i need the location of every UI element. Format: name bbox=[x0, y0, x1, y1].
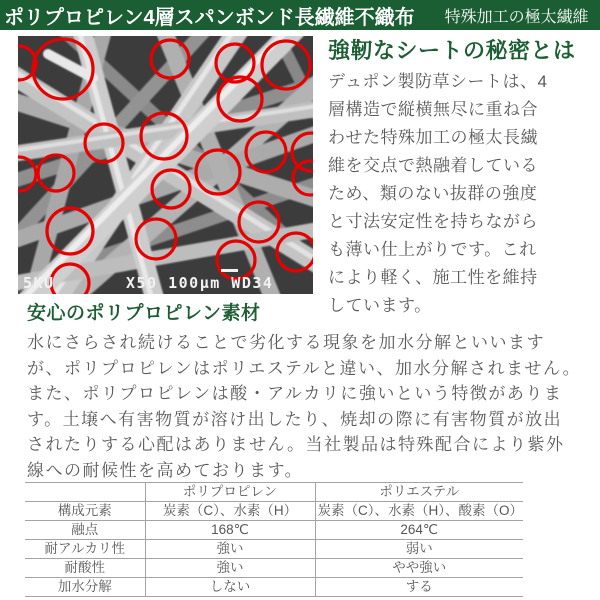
material-comparison-table bbox=[25, 482, 523, 597]
section2-heading: 安心のポリプロピレン素材 bbox=[27, 303, 261, 324]
row-label: 耐酸性 bbox=[25, 559, 145, 578]
table-row bbox=[25, 578, 523, 597]
col-header-polypropylene: ポリプロピレン bbox=[145, 483, 315, 502]
section1-body: デュポン製防草シートは、4 層構造で縦横無尽に重ね合 わせた特殊加工の極太長繊 維を交点で熱融着している ため、類のない抜群の強度 と寸法安定性を持ちながら も薄い仕上がりです。これ により軽く、施工性を維持 しています。 bbox=[328, 72, 548, 315]
table-header-row bbox=[25, 483, 523, 502]
page-title: ポリプロピレン4層スパンボンド長繊維不織布 bbox=[4, 6, 415, 29]
cell-pe: 炭素（C）、水素（H）、酸素（O） bbox=[315, 502, 523, 521]
table-row bbox=[25, 559, 523, 578]
row-label: 耐アルカリ性 bbox=[25, 540, 145, 559]
col-header-blank bbox=[25, 483, 145, 502]
cell-pe: 264℃ bbox=[315, 521, 523, 540]
section1-heading: 強靭なシートの秘密とは bbox=[328, 38, 576, 63]
cell-pe: 弱い bbox=[315, 540, 523, 559]
cell-pp: 強い bbox=[145, 559, 315, 578]
sem-scale-label: X50 100μm WD34 bbox=[126, 274, 274, 292]
row-label: 加水分解 bbox=[25, 578, 145, 597]
header-bar bbox=[0, 0, 600, 30]
table-row bbox=[25, 521, 523, 540]
section-sheet-secret bbox=[328, 38, 576, 320]
cell-pp: しない bbox=[145, 578, 315, 597]
scale-bar bbox=[221, 269, 238, 272]
row-label: 構成元素 bbox=[25, 502, 145, 521]
cell-pp: 強い bbox=[145, 540, 315, 559]
row-label: 融点 bbox=[25, 521, 145, 540]
table-row bbox=[25, 540, 523, 559]
cell-pe: する bbox=[315, 578, 523, 597]
sem-micrograph-image bbox=[18, 36, 313, 294]
sem-fiber-illustration bbox=[18, 36, 313, 294]
cell-pe: やや強い bbox=[315, 559, 523, 578]
section-pp-material bbox=[27, 302, 593, 483]
cell-pp: 168℃ bbox=[145, 521, 315, 540]
table-row bbox=[25, 502, 523, 521]
cell-pp: 炭素（C）、水素（H） bbox=[145, 502, 315, 521]
page-subtitle: 特殊加工の極太繊維 bbox=[444, 8, 589, 26]
col-header-polyester: ポリエステル bbox=[315, 483, 523, 502]
section2-body: 水にさらされ続けることで劣化する現象を加水分解といいます が、ポリプロピレンはポリエステルと違い、加水分解されません。 また、ポリプロピレンは酸・アルカリに強いという特徴がありま す。土壌へ有害物質が溶け出したり、焼却の際に有害物質が放出 されたりする心配はありません。当社製品は特殊配合により紫外 線への耐候性を高めております。 bbox=[27, 333, 582, 480]
sem-voltage-label: 5KU bbox=[23, 274, 55, 292]
